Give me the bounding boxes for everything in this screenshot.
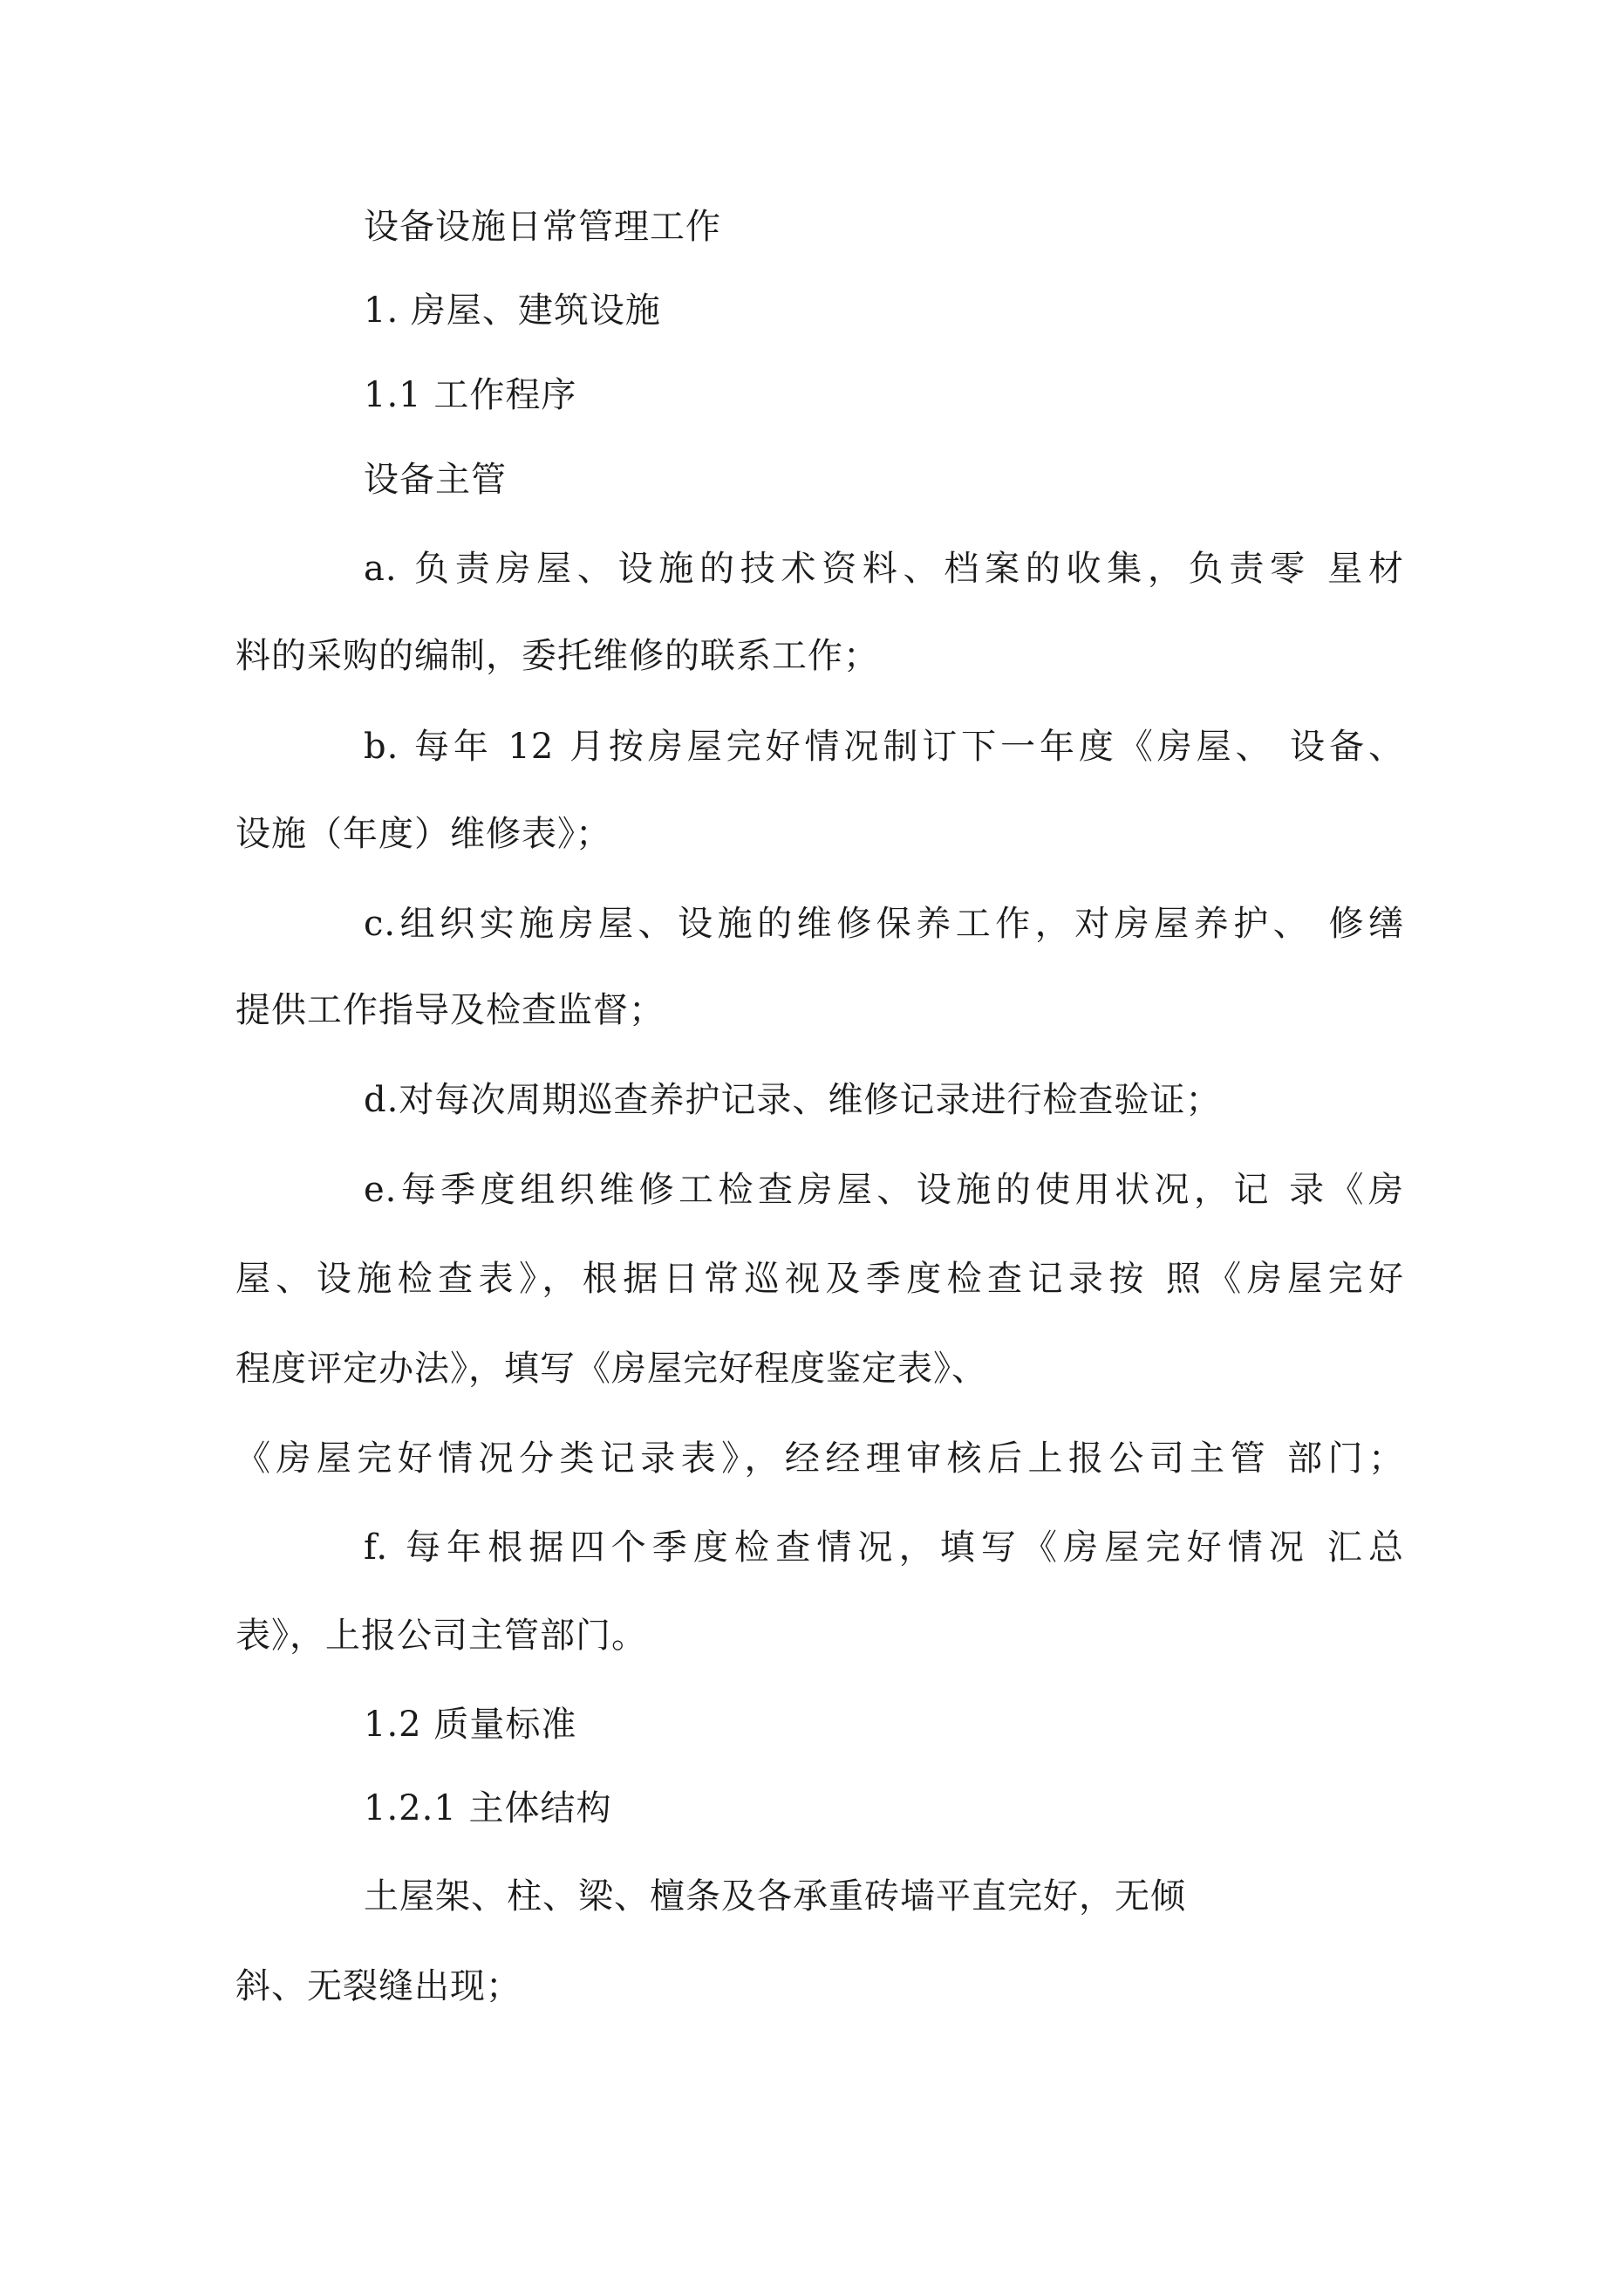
paragraph-line: c.组织实施房屋、设施的维修保养工作，对房屋养护、 修缮 xyxy=(364,904,1404,944)
subsection-heading-1-2: 1.2 质量标准 xyxy=(364,1705,577,1745)
paragraph-line: a. 负责房屋、设施的技术资料、档案的收集，负责零 星材 xyxy=(364,549,1404,589)
document-title: 设备设施日常管理工作 xyxy=(364,207,721,247)
role-heading: 设备主管 xyxy=(364,460,507,500)
paragraph-line: 设施（年度）维修表》； xyxy=(235,814,611,854)
paragraph-line: d.对每次周期巡查养护记录、维修记录进行检查验证； xyxy=(364,1080,1222,1120)
paragraph-line: 屋、设施检查表》，根据日常巡视及季度检查记录按 照《房屋完好 xyxy=(235,1259,1404,1299)
paragraph-line: b. 每年 12 月按房屋完好情况制订下一年度《房屋、 设备、 xyxy=(364,727,1404,767)
section-heading-1: 1. 房屋、建筑设施 xyxy=(364,290,661,331)
paragraph-line: f. 每年根据四个季度检查情况，填写《房屋完好情况 汇总 xyxy=(364,1527,1404,1568)
subsection-heading-1-1: 1.1 工作程序 xyxy=(364,375,577,415)
paragraph-line: 斜、无裂缝出现； xyxy=(235,1966,522,2006)
paragraph-line: 土屋架、柱、梁、檀条及各承重砖墙平直完好，无倾 xyxy=(364,1876,1186,1917)
paragraph-line: 程度评定办法》，填写《房屋完好程度鉴定表》、 xyxy=(235,1349,987,1389)
paragraph-line: e.每季度组织维修工检查房屋、设施的使用状况，记 录《房 xyxy=(364,1170,1404,1210)
paragraph-line: 提供工作指导及检查监督； xyxy=(235,990,665,1030)
paragraph-line: 《房屋完好情况分类记录表》，经经理审核后上报公司主管 部门； xyxy=(235,1438,1404,1479)
paragraph-line: 表》，上报公司主管部门。 xyxy=(235,1616,647,1656)
paragraph-line: 料的采购的编制，委托维修的联系工作； xyxy=(235,636,879,676)
subsection-heading-1-2-1: 1.2.1 主体结构 xyxy=(364,1788,612,1828)
